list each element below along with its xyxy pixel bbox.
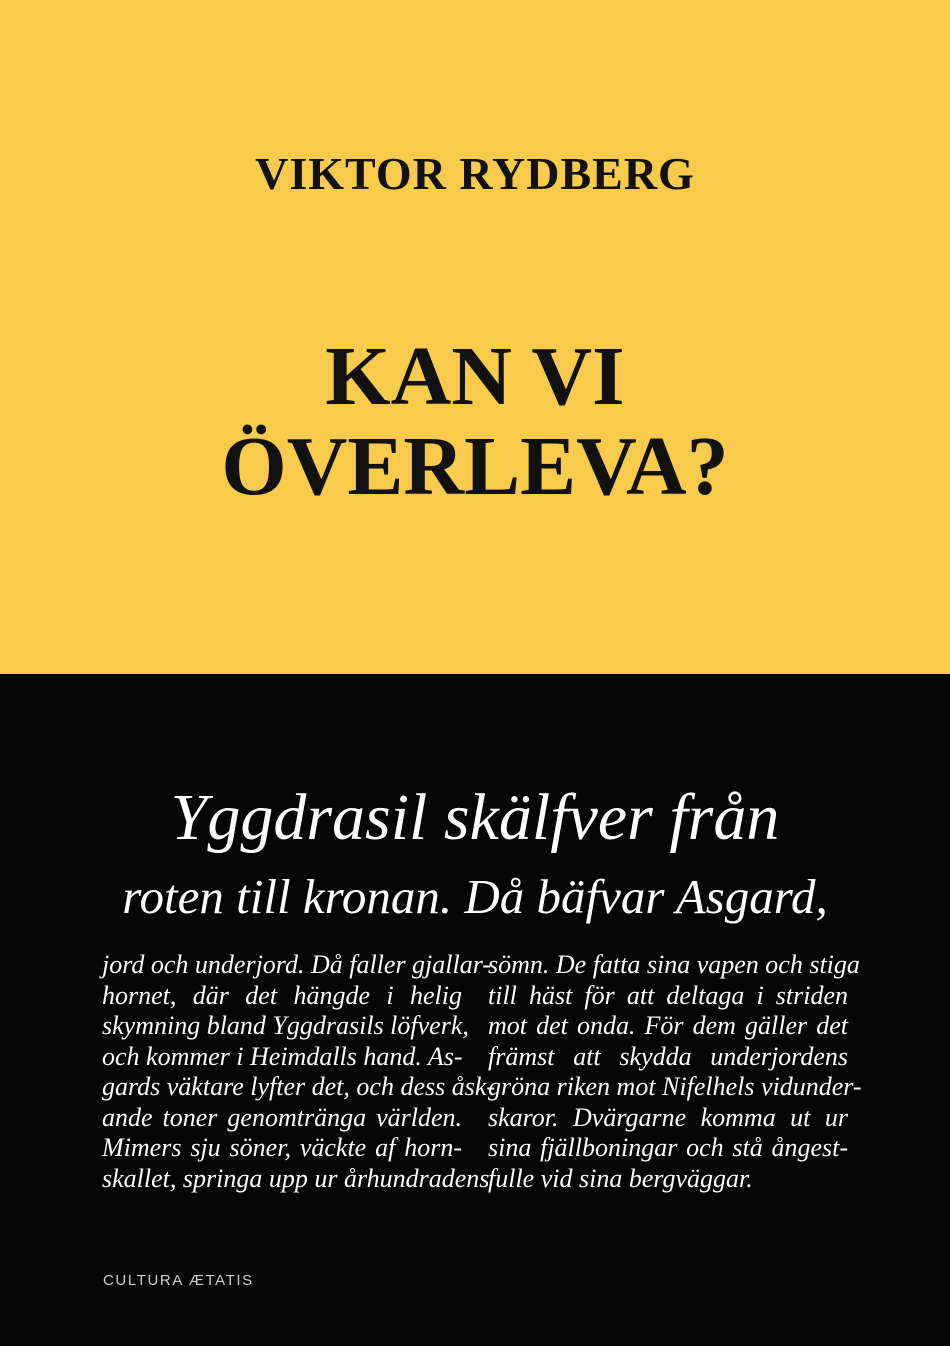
- excerpt-line: sömn. De fatta sina vapen och stiga: [488, 950, 860, 979]
- excerpt-line: skallet, springa upp ur århundradens: [102, 1163, 490, 1193]
- pull-quote-line-1: Yggdrasil skälfver från: [170, 781, 780, 854]
- excerpt-line: skymning bland Yggdrasils löfverk,: [102, 1011, 469, 1040]
- book-title: [0, 332, 950, 512]
- book-title-line-2: ÖVERLEVA?: [221, 420, 729, 513]
- author-name: VIKTOR RYDBERG: [255, 148, 695, 199]
- book-title-line-1: KAN VI: [325, 330, 625, 423]
- excerpt-line: hornet, där det hängde i helig: [102, 980, 462, 1010]
- excerpt-line: Mimers sju söner, väckte af horn-: [102, 1133, 462, 1162]
- excerpt-line: gröna riken mot Nifelhels vidunder-: [488, 1072, 862, 1101]
- excerpt-right-column: [488, 950, 862, 1194]
- excerpt-line: gards väktare lyfter det, och dess åsk-: [102, 1072, 496, 1101]
- excerpt-line: jord och underjord. Då faller gjallar-: [102, 950, 491, 979]
- excerpt-line: till häst för att deltaga i striden: [488, 980, 848, 1010]
- pull-quote-line-2: roten till kronan. Då bäfvar Asgard,: [122, 869, 828, 924]
- excerpt-line: sina fjällboningar och stå ångest-: [488, 1133, 848, 1162]
- publisher-name: CULTURA ÆTATIS: [103, 1272, 254, 1289]
- excerpt-line: mot det onda. För dem gäller det: [488, 1011, 848, 1040]
- excerpt-line: och kommer i Heimdalls hand. As-: [102, 1041, 463, 1071]
- excerpt-line: främst att skydda underjordens: [488, 1041, 848, 1071]
- excerpt-line: fulle vid sina bergväggar.: [488, 1163, 753, 1193]
- excerpt-left-column: [102, 950, 496, 1194]
- excerpt-line: skaror. Dvärgarne komma ut ur: [488, 1102, 848, 1132]
- excerpt-line: ande toner genomtränga världen.: [102, 1102, 462, 1132]
